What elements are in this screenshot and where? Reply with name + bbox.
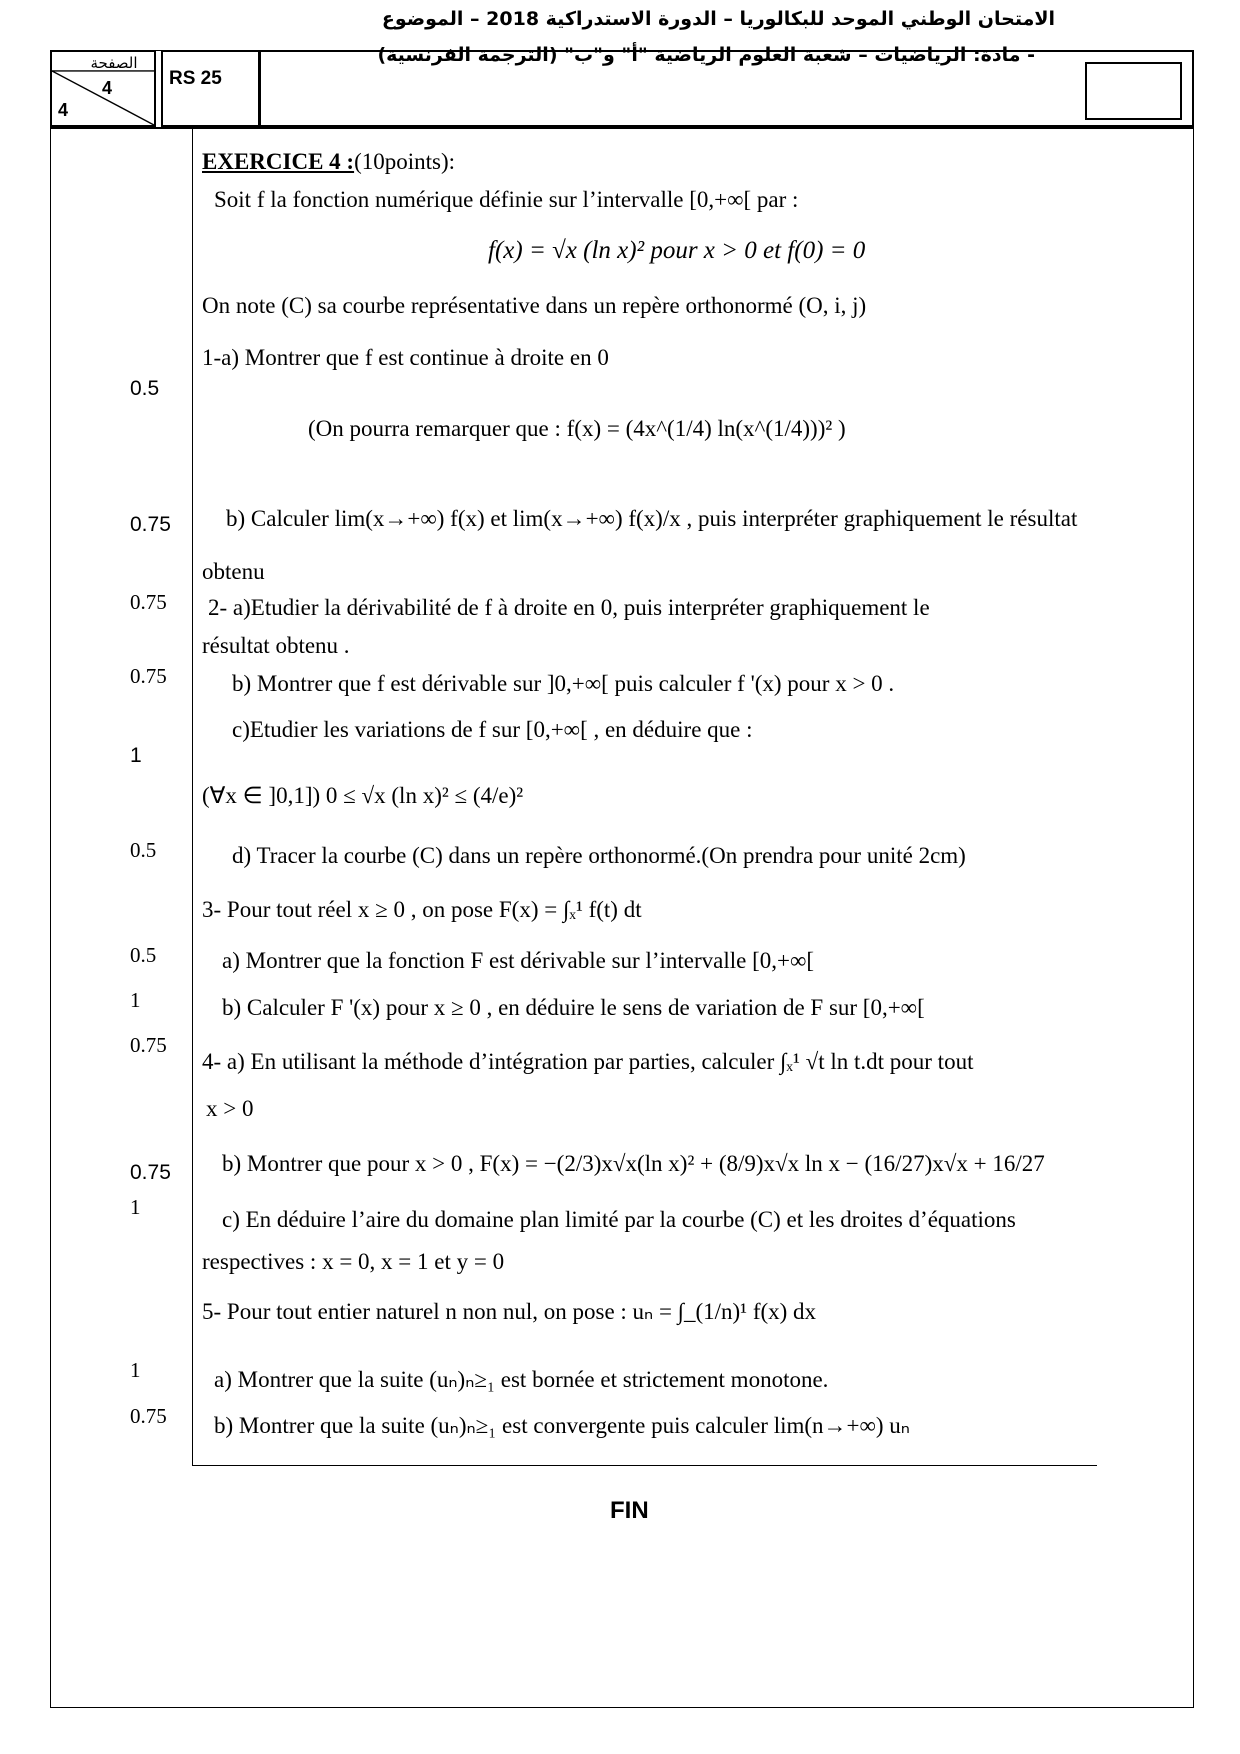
exercise-heading <box>202 148 455 176</box>
score: 0.75 <box>130 664 167 688</box>
question-4a-cont: x > 0 <box>206 1096 254 1121</box>
score: 0.75 <box>130 513 171 536</box>
score: 0.5 <box>130 377 160 400</box>
score: 1 <box>130 988 141 1012</box>
question-4b: b) Montrer que pour x > 0 , F(x) = −(2/3)x√x(ln x)² + (8/9)x√x ln x − (16/27)x√x + 16/27 <box>222 1151 1045 1176</box>
footer-fin: FIN <box>610 1497 649 1524</box>
question-1b: b) Calculer lim(x→+∞) f(x) et lim(x→+∞) f(x)/x , puis interpréter graphiquement le résultat <box>226 506 1078 531</box>
score: 1 <box>130 1358 141 1382</box>
header-divider <box>50 127 1194 129</box>
question-2c-inequality: (∀x ∈ ]0,1]) 0 ≤ √x (ln x)² ≤ (4/e)² <box>202 783 524 808</box>
intro-line: Soit f la fonction numérique définie sur l’intervalle [0,+∞[ par : <box>214 187 799 212</box>
score: 1 <box>130 744 142 767</box>
score: 0.75 <box>130 590 167 614</box>
question-3a: a) Montrer que la fonction F est dérivable sur l’intervalle [0,+∞[ <box>222 948 815 973</box>
question-5: 5- Pour tout entier naturel n non nul, on pose : uₙ = ∫_(1/n)¹ f(x) dx <box>202 1299 817 1324</box>
score: 0.75 <box>130 1033 167 1057</box>
score: 0.75 <box>130 1404 167 1428</box>
question-2a-cont: résultat obtenu . <box>202 633 350 658</box>
question-1a-hint: (On pourra remarquer que : f(x) = (4x^(1/4) ln(x^(1/4)))² ) <box>308 416 846 441</box>
blank-box <box>1085 62 1182 120</box>
curve-note: On note (C) sa courbe représentative dans un repère orthonormé (O, i, j) <box>202 293 867 318</box>
exam-code: RS 25 <box>169 68 222 89</box>
question-2a: 2- a)Etudier la dérivabilité de f à droite en 0, puis interpréter graphiquement le <box>208 595 930 620</box>
question-2c: c)Etudier les variations de f sur [0,+∞[ , en déduire que : <box>232 717 753 742</box>
question-5b: b) Montrer que la suite (uₙ)ₙ≥₁ est convergente puis calculer lim(n→+∞) uₙ <box>214 1413 910 1438</box>
page-current: 4 <box>102 78 113 98</box>
question-2b: b) Montrer que f est dérivable sur ]0,+∞[ puis calculer f '(x) pour x > 0 . <box>232 671 895 696</box>
question-4c-cont: respectives : x = 0, x = 1 et y = 0 <box>202 1249 505 1274</box>
exam-code-box <box>161 50 260 127</box>
exam-title-line2: - مادة: الرياضيات – شعبة العلوم الرياضية "أ" و"ب" (الترجمة الفرنسية) <box>377 44 1035 66</box>
score: 0.75 <box>130 1161 171 1184</box>
score: 1 <box>130 1195 141 1219</box>
page-total: 4 <box>58 100 69 120</box>
score: 0.5 <box>130 838 157 862</box>
question-3b: b) Calculer F '(x) pour x ≥ 0 , en déduire le sens de variation de F sur [0,+∞[ <box>222 995 925 1020</box>
margin-line <box>192 127 193 1465</box>
bottom-line <box>192 1465 1097 1466</box>
question-1b-cont: obtenu <box>202 559 265 584</box>
question-4a: 4- a) En utilisant la méthode d’intégration par parties, calculer ∫ₓ¹ √t ln t.dt pour tout <box>202 1049 974 1074</box>
question-3: 3- Pour tout réel x ≥ 0 , on pose F(x) = ∫ₓ¹ f(t) dt <box>202 897 642 922</box>
question-2d: d) Tracer la courbe (C) dans un repère orthonormé.(On prendra pour unité 2cm) <box>232 843 966 868</box>
page-number-box <box>50 50 156 127</box>
page-label: الصفحة <box>90 54 138 72</box>
exam-title-line1: الامتحان الوطني الموحد للبكالوريا – الدورة الاستدراكية 2018 – الموضوع <box>381 8 1055 30</box>
exercise-title: EXERCICE 4 : <box>202 149 355 174</box>
score: 0.5 <box>130 943 157 967</box>
question-5a: a) Montrer que la suite (uₙ)ₙ≥₁ est bornée et strictement monotone. <box>214 1367 829 1392</box>
question-1a: 1-a) Montrer que f est continue à droite en 0 <box>202 345 609 370</box>
exercise-points: (10points): <box>354 149 456 174</box>
function-definition: f(x) = √x (ln x)² pour x > 0 et f(0) = 0 <box>488 237 866 264</box>
question-4c: c) En déduire l’aire du domaine plan limité par la courbe (C) et les droites d’équations <box>222 1207 1016 1232</box>
